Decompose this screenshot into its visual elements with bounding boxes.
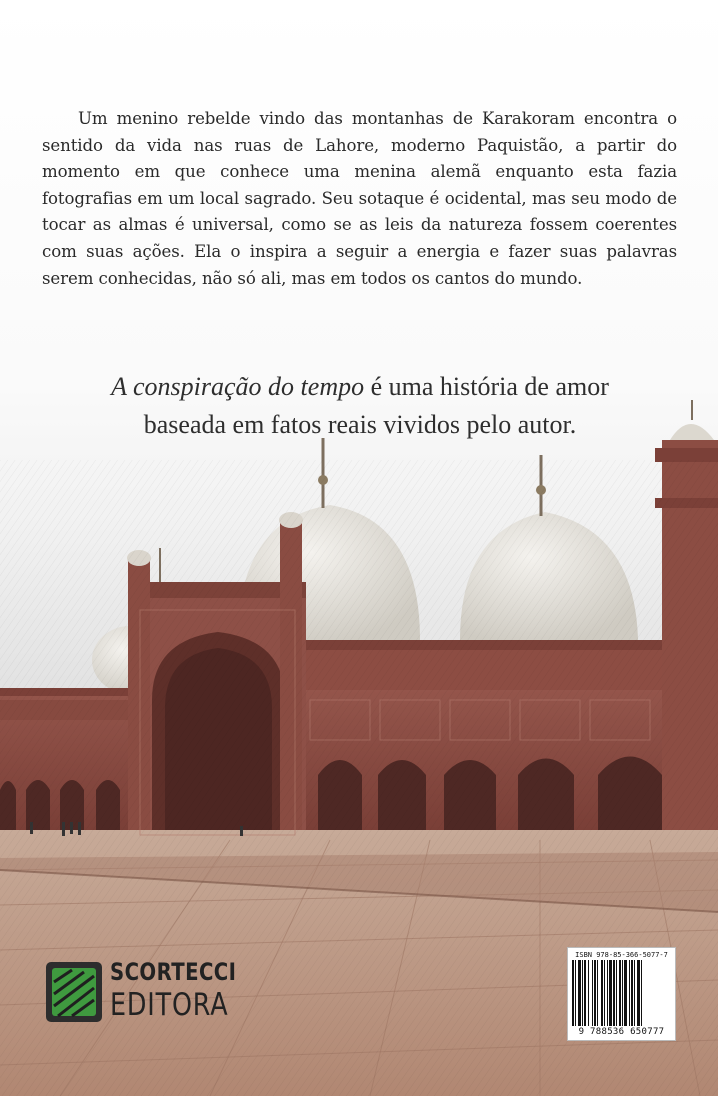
barcode-digits: 9 788536 650777 <box>578 1027 665 1037</box>
publisher-logo <box>44 958 244 1028</box>
isbn-label: ISBN 978-85-366-5077-7 <box>575 951 668 959</box>
synopsis-paragraph: Um menino rebelde vindo das montanhas de Karakoram encontra o sentido da vida nas ruas de Lahore, moderno Paquistão, a partir do momento em que conhece uma menina alemã enquanto esta fazia fotografias em um local sagrado. Seu sotaque é ocidental, mas seu modo de tocar as almas é universal, como se as leis da natureza fossem coerentes com suas ações. Ela o inspira a seguir a energia e fazer suas palavras serem conhecidas, não só ali, mas em todos os cantos do mundo. <box>42 109 677 288</box>
tagline-text: é uma história de amor baseada em fatos reais vividos pelo autor. <box>143 372 609 439</box>
publisher-mark-icon <box>44 960 104 1024</box>
tagline <box>80 368 640 444</box>
publisher-name-line2: EDITORA <box>110 987 229 1023</box>
book-title: A conspiração do tempo <box>111 372 365 401</box>
publisher-name-line1: SCORTECCI <box>110 958 237 986</box>
barcode-bars <box>572 960 671 1026</box>
isbn-barcode <box>567 947 676 1041</box>
